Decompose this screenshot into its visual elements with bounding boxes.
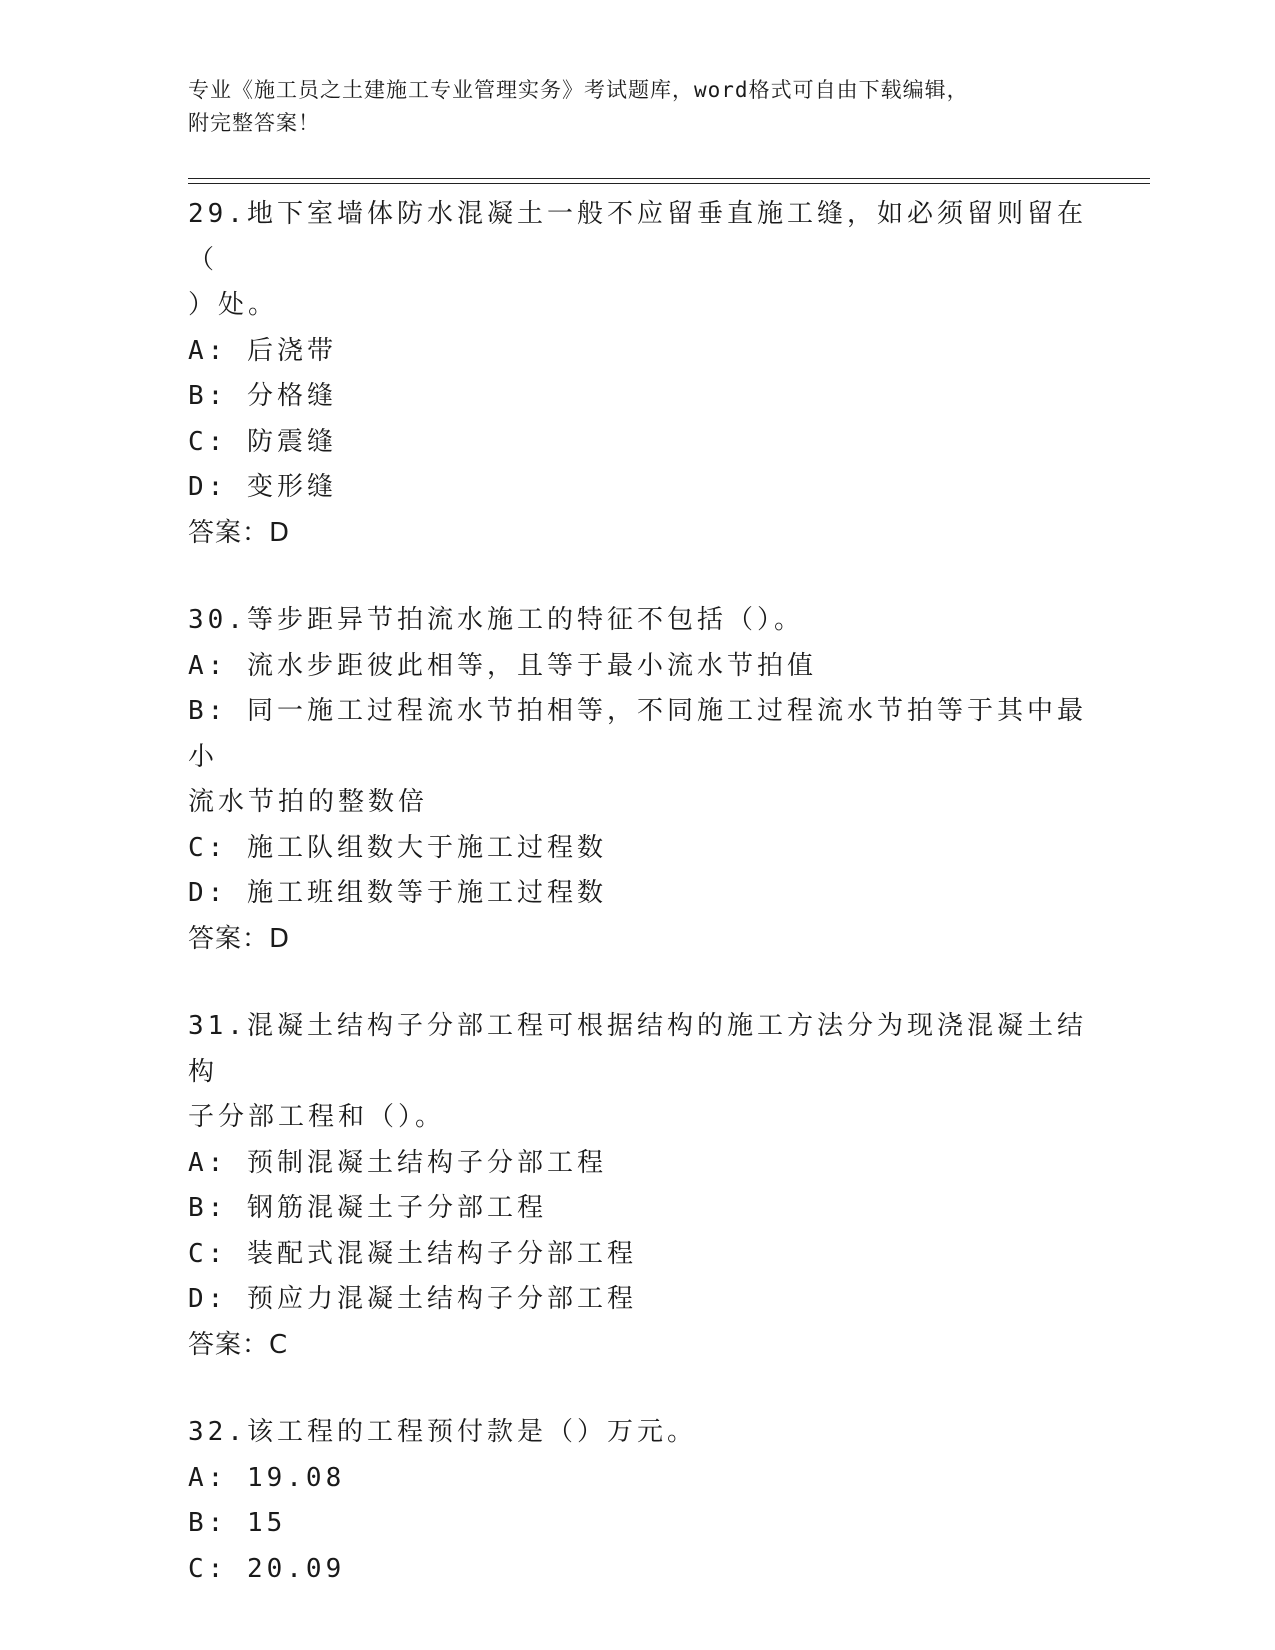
option-d: D: 施工班组数等于施工过程数 xyxy=(188,878,607,908)
option-a: A: 后浇带 xyxy=(188,335,337,366)
option-c: C: 施工队组数大于施工过程数 xyxy=(188,832,607,863)
option-a: A: 流水步距彼此相等，且等于最小流水节拍值 xyxy=(188,650,817,681)
answer: 答案：C xyxy=(188,1329,289,1360)
answer: 答案：D xyxy=(188,923,291,954)
option-b: B: 分格缝 xyxy=(188,381,337,411)
question-list xyxy=(188,192,1088,1634)
option-a: A: 19.08 xyxy=(188,1462,346,1493)
header-line-2: 附完整答案！ xyxy=(188,111,320,135)
option-c: C: 装配式混凝土结构子分部工程 xyxy=(188,1238,637,1269)
header-divider-top xyxy=(188,178,1150,179)
question-stem: 子分部工程和（）。 xyxy=(188,1102,446,1132)
answer: 答案：D xyxy=(188,517,291,548)
option-a: A: 预制混凝土结构子分部工程 xyxy=(188,1147,607,1178)
option-d: D: 预应力混凝土结构子分部工程 xyxy=(188,1284,637,1314)
document-header xyxy=(188,74,1068,140)
option-b: B: 钢筋混凝土子分部工程 xyxy=(188,1193,547,1223)
question-31 xyxy=(188,1004,1088,1368)
question-stem: 29.地下室墙体防水混凝土一般不应留垂直施工缝，如必须留则留在（ xyxy=(188,199,1087,275)
question-30 xyxy=(188,598,1088,962)
option-b: B: 15 xyxy=(188,1508,287,1538)
header-line-1: 专业《施工员之土建施工专业管理实务》考试题库，word格式可自由下载编辑， xyxy=(188,78,969,102)
question-stem: 31.混凝土结构子分部工程可根据结构的施工方法分为现浇混凝土结构 xyxy=(188,1011,1087,1087)
question-stem: ）处。 xyxy=(188,290,279,320)
option-c: C: 20.09 xyxy=(188,1553,346,1584)
option-d: D: 变形缝 xyxy=(188,472,337,502)
header-divider-bottom xyxy=(188,183,1150,184)
option-c: C: 防震缝 xyxy=(188,426,337,457)
question-stem: 30.等步距异节拍流水施工的特征不包括（）。 xyxy=(188,605,804,635)
question-29 xyxy=(188,192,1088,556)
option-b-continued: 流水节拍的整数倍 xyxy=(188,787,429,817)
question-stem: 32.该工程的工程预付款是（）万元。 xyxy=(188,1417,697,1447)
question-32 xyxy=(188,1410,1088,1592)
option-b: B: 同一施工过程流水节拍相等，不同施工过程流水节拍等于其中最小 xyxy=(188,696,1087,772)
